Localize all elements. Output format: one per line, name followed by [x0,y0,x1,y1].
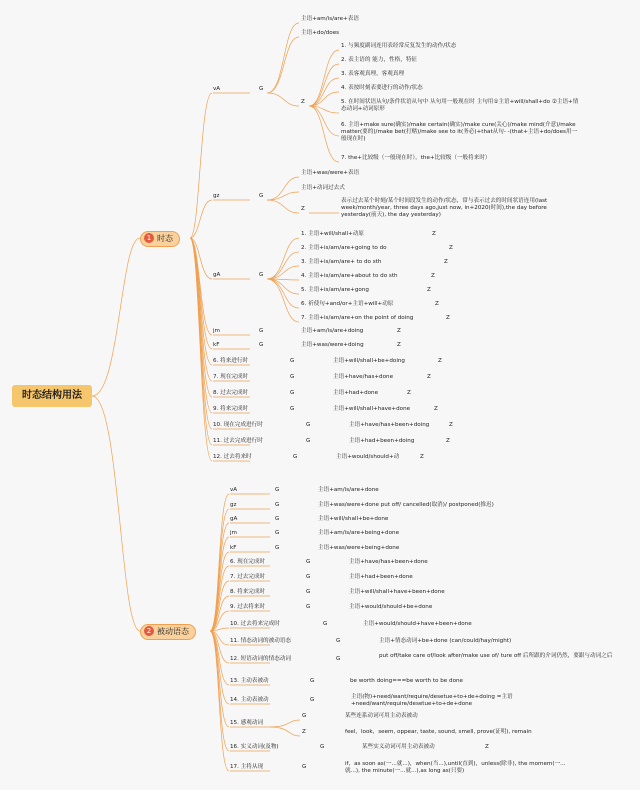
passive-row-key[interactable]: 6. 现在完成时 [230,559,266,565]
passive-row-structure[interactable]: 主语+had+been+done [349,574,413,580]
z-node[interactable]: Z [446,315,450,321]
number-badge: 2 [144,626,154,636]
connector [267,93,299,106]
tense-ga-item[interactable]: 5. 主语+is/am/are+gong [301,287,369,293]
sense-item[interactable]: 某些连系动词可用主动表被动 [345,713,418,719]
tense-va-item[interactable]: 主语+am/is/are+表语 [301,16,359,22]
z-node[interactable]: Z [432,231,436,237]
passive-row-key[interactable]: 10. 过去将来完成时 [230,621,280,627]
z-node[interactable]: Z [485,744,489,750]
passive-row-structure[interactable]: 主语+would/should+have+been+done [363,621,472,627]
g-node[interactable]: G [336,656,341,662]
connector [270,727,300,736]
g-node[interactable]: G [320,744,325,750]
g-node[interactable]: G [306,589,311,595]
connector [267,252,299,279]
passive-category[interactable] [140,624,196,640]
passive-row-key[interactable]: 14. 主动表被动 [230,697,269,703]
tense-row-key[interactable]: kF [213,342,220,348]
z-node[interactable]: Z [427,287,431,293]
z-node[interactable]: Z [397,328,401,334]
passive-row-key[interactable]: gA [230,516,238,522]
tense-label: 时态 [157,234,173,243]
passive-row-key[interactable]: gz [230,502,237,508]
z-node[interactable]: Z [446,438,450,444]
tense-row-key[interactable]: 9. 将来完成时 [213,406,249,412]
tense-va-usage[interactable]: 6. 主语+make sure(确实)/make certain(确实)/make cure(关心)/make mind(介意)/make matter(要的)/make bet(打赌)/make see to it(务必)+that从句- -(that+主语+do/does用一般现在时) [341,122,578,142]
g-node[interactable]: G [275,516,280,522]
z-node[interactable]: Z [444,259,448,265]
g-node[interactable]: G [275,545,280,551]
tense-category[interactable] [140,231,180,247]
g-node[interactable]: G [306,422,311,428]
passive-row-structure[interactable]: if，as soon as(一...就...)，when(当...),until(直到)，unless(除非), the momem(一...就...), the minute(一...就...),as long as(只要) [345,761,566,774]
connector [309,64,339,106]
connector [309,106,339,162]
g-node[interactable]: G [290,358,295,364]
tense-row-key[interactable]: 10. 现在完成进行时 [213,422,263,428]
connector [92,238,140,396]
z-node[interactable]: Z [434,406,438,412]
tense-row-key[interactable]: 11. 过去完成进行时 [213,438,263,444]
tense-row-structure[interactable]: 主语+am/is/are+doing [301,328,364,334]
z-node[interactable]: Z [407,390,411,396]
connector [267,37,299,93]
passive-row-structure[interactable]: 某些实义动词可用主动表被动 [362,744,435,750]
z-node[interactable]: Z [301,206,305,212]
connector [270,720,300,727]
passive-row-key[interactable]: 15. 感观动词 [230,720,264,726]
g-node[interactable]: G [293,454,298,460]
connector [267,200,299,213]
passive-row-structure[interactable]: put off/take care of/look after/make use of/ ture off 后所跟的介词仍然，要跟与动词之后 [379,653,613,659]
passive-row-key[interactable]: 7. 过去完成时 [230,574,266,580]
tense-row-structure[interactable]: 主语+was/were+doing [301,342,364,348]
z-node[interactable]: Z [431,273,435,279]
z-node[interactable]: Z [302,729,306,735]
root-topic[interactable]: 时态结构用法 [12,385,92,407]
tense-ga-item[interactable]: 1. 主语+will/shall+动原 [301,231,364,237]
tense-va-key[interactable]: vA [213,86,221,92]
z-node[interactable]: Z [438,358,442,364]
sense-item[interactable]: feel，look，seem, oppear, taste, sound, smell, prove(证明), remain [345,729,532,735]
tense-gz-item[interactable]: 主语+动词过去式 [301,185,345,191]
connector [267,192,299,200]
tense-ga-item[interactable]: 4. 主语+is/am/are+about to do sth [301,273,398,279]
passive-row-key[interactable]: 16. 实义动词(及物) [230,744,279,750]
number-badge: 1 [144,233,154,243]
passive-row-structure[interactable]: 主语+will/shall+have+been+done [349,589,445,595]
connector [267,266,299,279]
passive-row-key[interactable]: vA [230,487,238,493]
passive-row-structure[interactable]: 主语+have/has+been+done [349,559,428,565]
connector [210,631,229,727]
g-node[interactable]: G [306,574,311,580]
passive-row-structure[interactable]: 主语+am/is/are+being+done [318,530,400,536]
tense-row-structure[interactable]: 主语+will/shall+have+done [333,406,411,412]
z-node[interactable]: Z [449,422,453,428]
tense-va-item[interactable]: 主语+do/does [301,30,340,36]
tense-ga-item[interactable]: 2. 主语+is/am/are+going to do [301,245,387,251]
z-node[interactable]: Z [397,342,401,348]
g-node[interactable]: G [302,713,307,719]
g-node[interactable]: G [323,621,328,627]
tense-va-usage[interactable]: 3. 表客观真理，客观真理 [341,71,405,77]
connector [92,396,140,631]
connector [309,78,339,106]
g-node[interactable]: G [275,502,280,508]
tense-ga-item[interactable]: 3. 主语+is/am/are+ to do sth [301,259,382,265]
g-node[interactable]: G [275,530,280,536]
g-node[interactable]: G [290,374,295,380]
tense-va-usage[interactable]: 7. the+比较级（一般现在时），the+比较级（一般将来时） [341,155,491,161]
tense-va-usage[interactable]: 5. 在时间状语从句/条件状语从句中 从句用一般现在时 主句用①主语+will/shall+do ②主语+情态动词+动词原形 [341,99,579,112]
tense-gz-item[interactable]: 主语+was/were+表语 [301,170,360,176]
connector [309,50,339,106]
tense-row-structure[interactable]: 主语+have/has+been+doing [349,422,430,428]
g-node[interactable]: G [306,559,311,565]
passive-row-structure[interactable]: 主语+am/is/are+done [318,487,379,493]
tense-ga-key[interactable]: gA [213,272,221,278]
connector [267,23,299,93]
tense-row-structure[interactable]: 主语+will/shall+be+doing [333,358,405,364]
tense-ga-item[interactable]: 6. 祈使句+and/or+主语+will+动原 [301,301,394,307]
passive-row-structure[interactable]: 主语+will/shall+be+done [318,516,389,522]
g-node[interactable]: G [310,697,315,703]
g-node[interactable]: G [290,406,295,412]
g-node[interactable]: G [259,342,264,348]
tense-va-usage[interactable]: 1. 与频度副词连用表经常反复发生的动作/状态 [341,43,457,49]
g-node[interactable]: G [275,487,280,493]
z-node[interactable]: Z [435,301,439,307]
z-node[interactable]: Z [420,454,424,460]
g-node[interactable]: G [306,604,311,610]
passive-row-key[interactable]: 13. 主动表被动 [230,678,269,684]
tense-row-key[interactable]: 6. 将来进行时 [213,358,249,364]
g-node[interactable]: G [259,193,264,199]
z-node[interactable]: Z [301,99,305,105]
passive-row-structure[interactable]: 主语+情态动词+be+done (can/could/hay/might) [379,638,512,644]
tense-row-key[interactable]: jm [213,328,221,334]
passive-row-key[interactable]: jm [230,530,238,536]
g-node[interactable]: G [310,678,315,684]
passive-row-structure[interactable]: 主语+would/should+be+done [349,604,433,610]
passive-row-structure[interactable]: be worth doing===be worth to be done [350,678,463,684]
tense-row-key[interactable]: 12. 过去将来时 [213,454,252,460]
passive-row-structure[interactable]: 主语+was/were+done put off/ cancelled(取消)/ postponed(推迟) [318,502,494,508]
tense-ga-item[interactable]: 7. 主语+is/am/are+on the point of doing [301,315,414,321]
passive-row-key[interactable]: 12. 短语动词的情态动词 [230,656,292,662]
passive-row-key[interactable]: 9. 过去将来时 [230,604,266,610]
g-node[interactable]: G [336,638,341,644]
tense-gz-key[interactable]: gz [213,193,220,199]
g-node[interactable]: G [259,272,264,278]
tense-row-key[interactable]: 7. 现在完成时 [213,374,249,380]
tense-row-structure[interactable]: 主语+would/should+动 [336,454,400,460]
passive-row-structure[interactable]: 主语+was/were+being+done [318,545,400,551]
passive-row-key[interactable]: kF [230,545,237,551]
tense-va-usage[interactable]: 4. 表按时刻表要进行的动作/状态 [341,85,423,91]
passive-row-key[interactable]: 17. 主将从现 [230,764,264,770]
tense-gz-usage[interactable]: 表示过去某个时刻/某个时间段发生的动作/状态，常与表示过去的时间状语连用(last week/month/year, three days ago,just now, in+2020(时间),the day before yesterday(前天), the day yesterday) [341,198,548,218]
passive-row-key[interactable]: 11. 情态动词的被动语态 [230,638,292,644]
tense-va-usage[interactable]: 2. 表主语的 能力，性格，特征 [341,57,418,63]
g-node[interactable]: G [259,86,264,92]
tense-row-key[interactable]: 8. 过去完成时 [213,390,249,396]
tense-row-structure[interactable]: 主语+had+done [333,390,379,396]
passive-row-key[interactable]: 8. 将来完成时 [230,589,266,595]
tense-row-structure[interactable]: 主语+had+been+doing [349,438,415,444]
g-node[interactable]: G [306,438,311,444]
tense-row-structure[interactable]: 主语+have/has+done [333,374,394,380]
g-node[interactable]: G [302,764,307,770]
passive-label: 被动语态 [157,627,189,636]
passive-row-structure[interactable]: 主语(物)+need/want/require/desetue+to+de+doing =主语+need/want/require/desetue+to+de+done [351,694,513,707]
g-node[interactable]: G [290,390,295,396]
z-node[interactable]: Z [449,245,453,251]
connector [309,106,339,136]
connector [210,631,229,771]
connector [210,537,229,631]
z-node[interactable]: Z [427,374,431,380]
g-node[interactable]: G [259,328,264,334]
